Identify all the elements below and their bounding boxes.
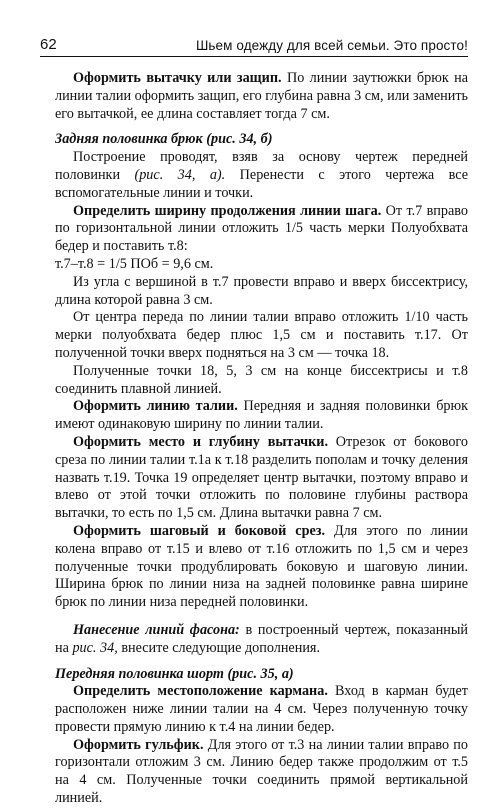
lead-phrase: Оформить место и глубину вытачки. <box>73 433 328 450</box>
formula-line: т.7–т.8 = 1/5 ПОб = 9,6 см. <box>55 255 214 272</box>
paragraph-text: внесите следующие дополнения. <box>117 639 320 656</box>
paragraph-seams <box>55 523 468 612</box>
paragraph-text: Построение проводят, взяв за основу чертеж передней половинки <box>55 149 468 183</box>
paragraph-dart <box>55 70 468 123</box>
paragraph-pocket <box>55 683 468 736</box>
paragraph-text: По линии заутюжки брюк на линии талии оформить защип, его глубина равна 3 см, или заменить его вытачкой, ее длина составляет тогда 7 см. <box>55 70 468 122</box>
paragraph-text: Для этого от т.3 на линии талии вправо по горизонтали отложим 3 см. Линию бедер также продолжим от т.5 на 4 см. Полученные точки соединить прямой вертикальной линией. <box>55 736 468 807</box>
figure-reference: (рис. 34, а). <box>134 166 226 183</box>
paragraph-text: Для этого по линии колена вправо от т.15 и влево от т.16 отложить по 1,5 см и через полученные точки продублировать боковую и шаговую линии. Ширина брюк по линии низа на задней половинке равна ширине брюк по линии низа передней половинки. <box>55 522 468 611</box>
paragraph-text: Отрезок от бокового среза по линии талии т.1а к т.18 разделить пополам и точку деления назвать т.19. Точка 19 определяет центр вытачки, поэтому вправо и влево от этой точки отложить по половине глубины раствора вытачки, то есть по 1,5 см. Длина вытачки равна 7 см. <box>55 433 468 522</box>
lead-phrase: Определить местоположение кармана. <box>73 683 328 700</box>
paragraph-dart-place <box>55 434 468 523</box>
lead-phrase: Оформить вытачку или защип. <box>73 70 282 86</box>
paragraph-construction <box>55 149 468 202</box>
lead-phrase: Оформить шаговый и боковой срез. <box>73 522 326 539</box>
paragraph-text: Перенести с этого чертежа все вспомогательные линии и точки. <box>55 166 469 201</box>
page-number: 62 <box>40 36 57 53</box>
paragraph-center-front: От центра переда по линии талии вправо отложить 1/10 часть мерки полуобхвата бедер плюс 1,5 см и поставить т.17. От полученной точки вверх подняться на 3 см — точка 18. <box>55 309 468 361</box>
lead-phrase: Оформить линию талии. <box>73 398 238 415</box>
lead-phrase: Определить ширину продолжения линии шага. <box>73 202 382 219</box>
paragraph-connect-points: Полученные точки 18, 5, 3 см на конце биссектрисы и т.8 соединить плавной линией. <box>55 362 468 397</box>
paragraph-step-width <box>55 203 468 256</box>
section-heading-front-shorts: Передняя половинка шорт (рис. 35, а) <box>55 665 294 682</box>
section-heading-back-trousers: Задняя половинка брюк (рис. 34, б) <box>55 131 273 148</box>
page-header <box>40 30 468 57</box>
lead-phrase: Оформить гульфик. <box>73 736 204 753</box>
paragraph-text: Передняя и задняя половинки брюк имеют одинаковую ширину по линии талии. <box>55 398 468 433</box>
paragraph-text: Вход в карман будет расположен ниже линии талии на 4 см. Через полученную точку провести прямую линию к т.4 на линии бедер. <box>55 683 468 735</box>
lead-phrase: Нанесение линий фасона: <box>73 621 240 638</box>
paragraph-text: в построенный чертеж, показанный на <box>55 621 469 656</box>
running-title: Шьем одежду для всей семьи. Это просто! <box>195 38 468 53</box>
figure-reference: рис. 34, <box>72 639 118 656</box>
paragraph-waist-line <box>55 398 468 434</box>
paragraph-bisector: Из угла с вершиной в т.7 провести вправо и вверх биссектрису, длина которой равна 3 см. <box>55 273 468 308</box>
page-body <box>55 70 468 808</box>
paragraph-fly <box>55 737 468 808</box>
paragraph-style-lines <box>55 622 468 658</box>
paragraph-text: От т.7 вправо по горизонтальной линии отложить 1/5 часть мерки Полуобхвата бедер и поставить т.8: <box>55 202 468 255</box>
